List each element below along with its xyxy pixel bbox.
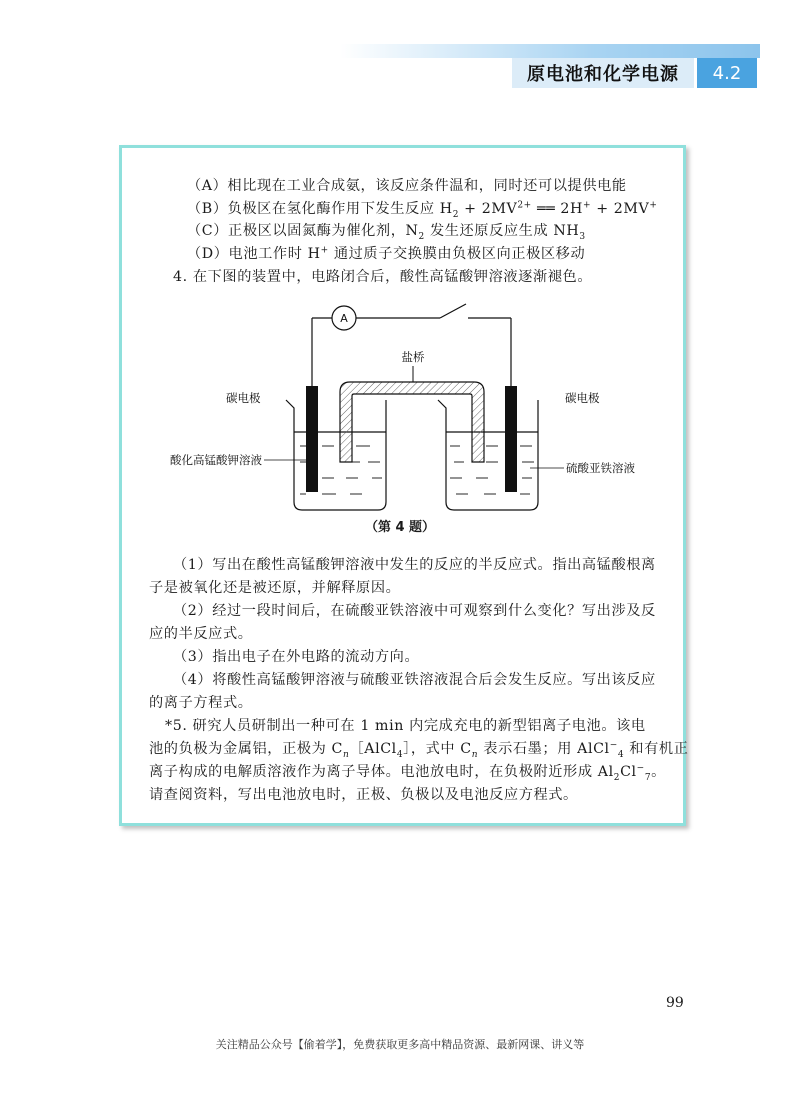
option-c: （C）正极区以固氮酶为催化剂，$N_2$ 发生还原反应生成 $NH_3$ — [187, 223, 586, 242]
option-b: （B）负极区在氢化酶作用下发生反应 $H_2 + 2MV^{2+}$ ══ 2H+ + 2MV+ — [187, 200, 658, 220]
figure-caption: （第 4 题） — [364, 520, 436, 535]
electrochemical-cell-diagram — [0, 0, 800, 540]
q4-part1-line2: 子是被氧化还是被还原，并解释原因。 — [149, 580, 401, 596]
q5-line2: 池的负极为金属铝，正极为 $C_n[AlCl_4]$，式中 $C_n$ 表示石墨；用 AlCl−$_4$ 和有机正 — [149, 740, 689, 760]
question-4-stem: 4. 在下图的装置中，电路闭合后，酸性高锰酸钾溶液逐渐褪色。 — [173, 269, 593, 285]
left-carbon-electrode — [306, 386, 318, 492]
q5-line1: *5. 研究人员研制出一种可在 1 min 内完成充电的新型铝离子电池。该电 — [165, 718, 646, 734]
footer-promo: 关注精品公众号【偷着学】，免费获取更多高中精品资源、最新网课、讲义等 — [215, 1038, 585, 1051]
q4-part4-line2: 的离子方程式。 — [149, 695, 253, 711]
left-electrode-label: 碳电极 — [226, 391, 261, 405]
right-solution-dashes — [450, 446, 534, 494]
chapter-title: 原电池和化学电源 — [512, 58, 694, 88]
option-d: （D）电池工作时 H+ 通过质子交换膜由负极区向正极区移动 — [187, 245, 586, 262]
q5-line4: 请查阅资料，写出电池放电时，正极、负极以及电池反应方程式。 — [149, 787, 578, 803]
q4-part3: （3）指出电子在外电路的流动方向。 — [173, 649, 420, 665]
right-solution-label: 硫酸亚铁溶液 — [566, 461, 635, 475]
page-number: 99 — [666, 995, 684, 1011]
left-solution-label: 酸化高锰酸钾溶液 — [170, 453, 262, 467]
q4-part1-line1: （1）写出在酸性高锰酸钾溶液中发生的反应的半反应式。指出高锰酸根离 — [173, 557, 656, 573]
ammeter-symbol: A — [340, 312, 348, 325]
right-beaker — [438, 400, 538, 510]
left-beaker — [286, 400, 386, 510]
option-a: （A）相比现在工业合成氨，该反应条件温和，同时还可以提供电能 — [187, 178, 627, 194]
q5-line3: 离子构成的电解质溶液作为离子导体。电池放电时，在负极附近形成 $Al_2Cl^-_7$。 — [149, 763, 666, 783]
switch-lever — [440, 304, 466, 318]
salt-bridge-label: 盐桥 — [401, 350, 425, 364]
right-electrode-label: 碳电极 — [565, 391, 600, 405]
q4-part4-line1: （4）将酸性高锰酸钾溶液与硫酸亚铁溶液混合后会发生反应。写出该反应 — [173, 672, 656, 688]
salt-bridge — [340, 382, 484, 462]
q4-part2-line1: （2）经过一段时间后，在硫酸亚铁溶液中可观察到什么变化？写出涉及反 — [173, 603, 656, 619]
chapter-number: 4.2 — [697, 58, 757, 88]
q4-part2-line2: 应的半反应式。 — [149, 626, 253, 642]
right-carbon-electrode — [505, 386, 517, 492]
